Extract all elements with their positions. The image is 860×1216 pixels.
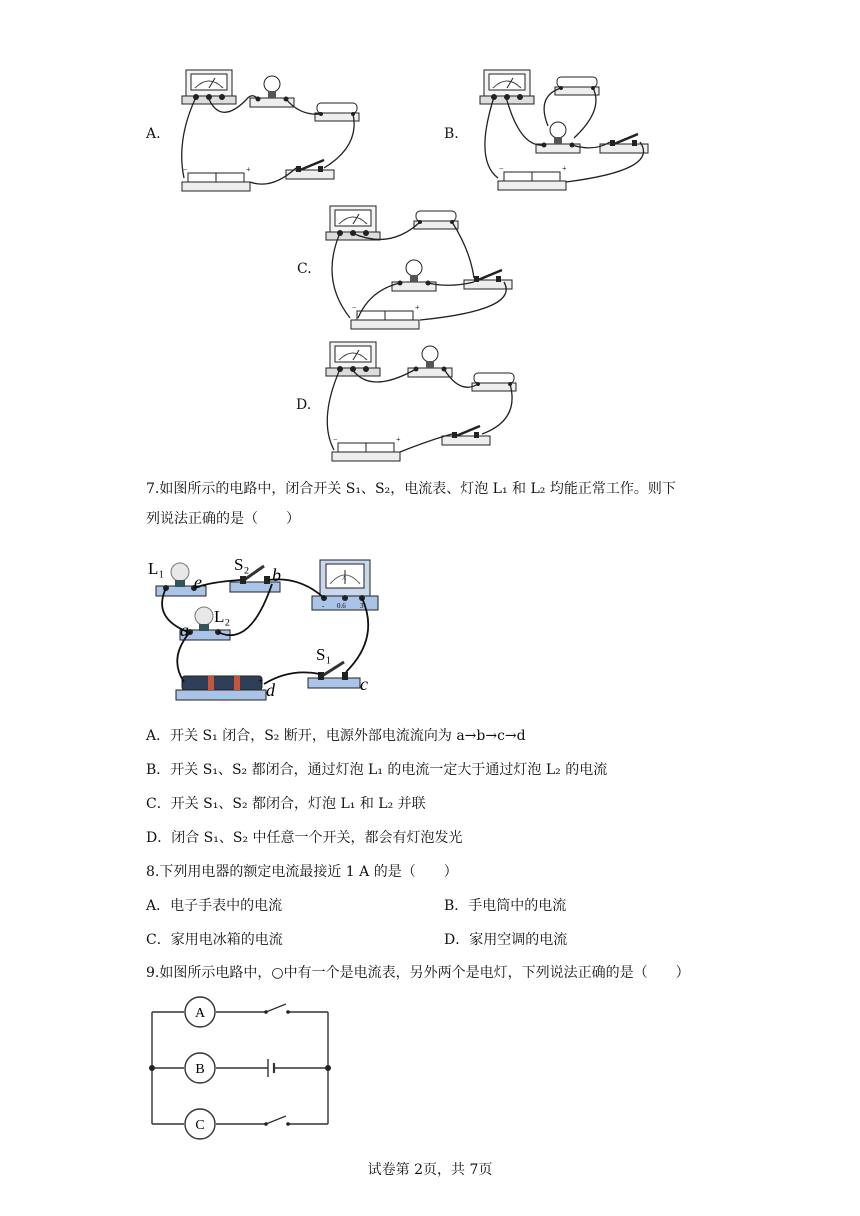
q7-meter-06: 0.6 bbox=[337, 602, 346, 610]
q9-stem-text: 如图所示电路中，○中有一个是电流表，另外两个是电灯，下列说法正确的是（ ） bbox=[159, 965, 690, 981]
q7-label-s2: S₂ bbox=[234, 555, 250, 574]
q7-label-a: a bbox=[180, 620, 189, 640]
q9-element-b bbox=[185, 1053, 215, 1083]
q9-label-a: A bbox=[194, 1006, 206, 1021]
q6-option-b-label: B. bbox=[444, 126, 459, 142]
q6-option-c-label: C. bbox=[297, 261, 312, 277]
q9-element-c bbox=[185, 1109, 215, 1139]
q8-stem bbox=[146, 862, 458, 882]
q6-figure-a bbox=[182, 70, 359, 191]
q7-label-b: b bbox=[272, 565, 281, 585]
q9-element-a bbox=[185, 997, 215, 1027]
q6-figure-b bbox=[480, 70, 648, 190]
q6-figure-c bbox=[326, 206, 512, 329]
q7-circuit-figure bbox=[140, 548, 390, 708]
q7-ammeter bbox=[312, 560, 378, 610]
q8-option-a: A．电子手表中的电流 bbox=[146, 898, 283, 914]
q7-option-a: A．开关 S₁ 闭合，S₂ 断开，电源外部电流流向为 a→b→c→d bbox=[146, 728, 526, 744]
q7-label-s1: S₁ bbox=[316, 645, 332, 664]
q6-figure-d bbox=[326, 342, 516, 461]
q9-number: 9. bbox=[146, 965, 160, 981]
q8-option-c: C．家用电冰箱的电流 bbox=[146, 932, 283, 948]
q7-label-l2: L₂ bbox=[214, 607, 231, 626]
q7-meter-unit: A bbox=[342, 576, 347, 582]
q8-option-b: B．手电筒中的电流 bbox=[444, 898, 567, 914]
q7-number: 7. bbox=[146, 481, 160, 497]
q8-option-d: D．家用空调的电流 bbox=[444, 932, 568, 948]
q6-circuit-figures bbox=[0, 0, 860, 470]
q7-option-d: D．闭合 S₁、S₂ 中任意一个开关，都会有灯泡发光 bbox=[146, 830, 463, 846]
q9-circuit-figure bbox=[140, 988, 340, 1148]
q7-stem-text-1: 如图所示的电路中，闭合开关 S₁、S₂，电流表、灯泡 L₁ 和 L₂ 均能正常工作。则下 bbox=[159, 481, 676, 497]
q9-label-c: C bbox=[195, 1118, 205, 1133]
page-footer: 试卷第 2页，共 7页 bbox=[367, 1162, 493, 1178]
q6-option-d-label: D. bbox=[296, 397, 312, 413]
q7-meter-3: 3 bbox=[360, 602, 364, 610]
q7-option-c: C．开关 S₁、S₂ 都闭合，灯泡 L₁ 和 L₂ 并联 bbox=[146, 796, 426, 812]
q8-number: 8. bbox=[146, 864, 160, 880]
q7-stem-line2: 列说法正确的是（ ） bbox=[146, 511, 300, 527]
q6-option-a-label: A. bbox=[146, 126, 161, 142]
q9-label-b: B bbox=[195, 1062, 205, 1077]
q7-battery bbox=[176, 676, 266, 700]
q7-option-b: B．开关 S₁、S₂ 都闭合，通过灯泡 L₁ 的电流一定大于通过灯泡 L₂ 的电流 bbox=[146, 762, 608, 778]
q7-label-l1: L₁ bbox=[148, 559, 165, 578]
q7-label-c: c bbox=[360, 674, 368, 694]
q7-label-d: d bbox=[266, 680, 275, 700]
q7-battery-plus: + bbox=[258, 676, 264, 686]
q7-stem-line1 bbox=[146, 479, 676, 499]
q8-stem-text: 下列用电器的额定电流最接近 1 A 的是（ ） bbox=[159, 864, 458, 880]
q7-label-e: e bbox=[194, 572, 202, 592]
q7-meter-minus: - bbox=[322, 602, 325, 610]
q9-stem bbox=[146, 963, 690, 983]
